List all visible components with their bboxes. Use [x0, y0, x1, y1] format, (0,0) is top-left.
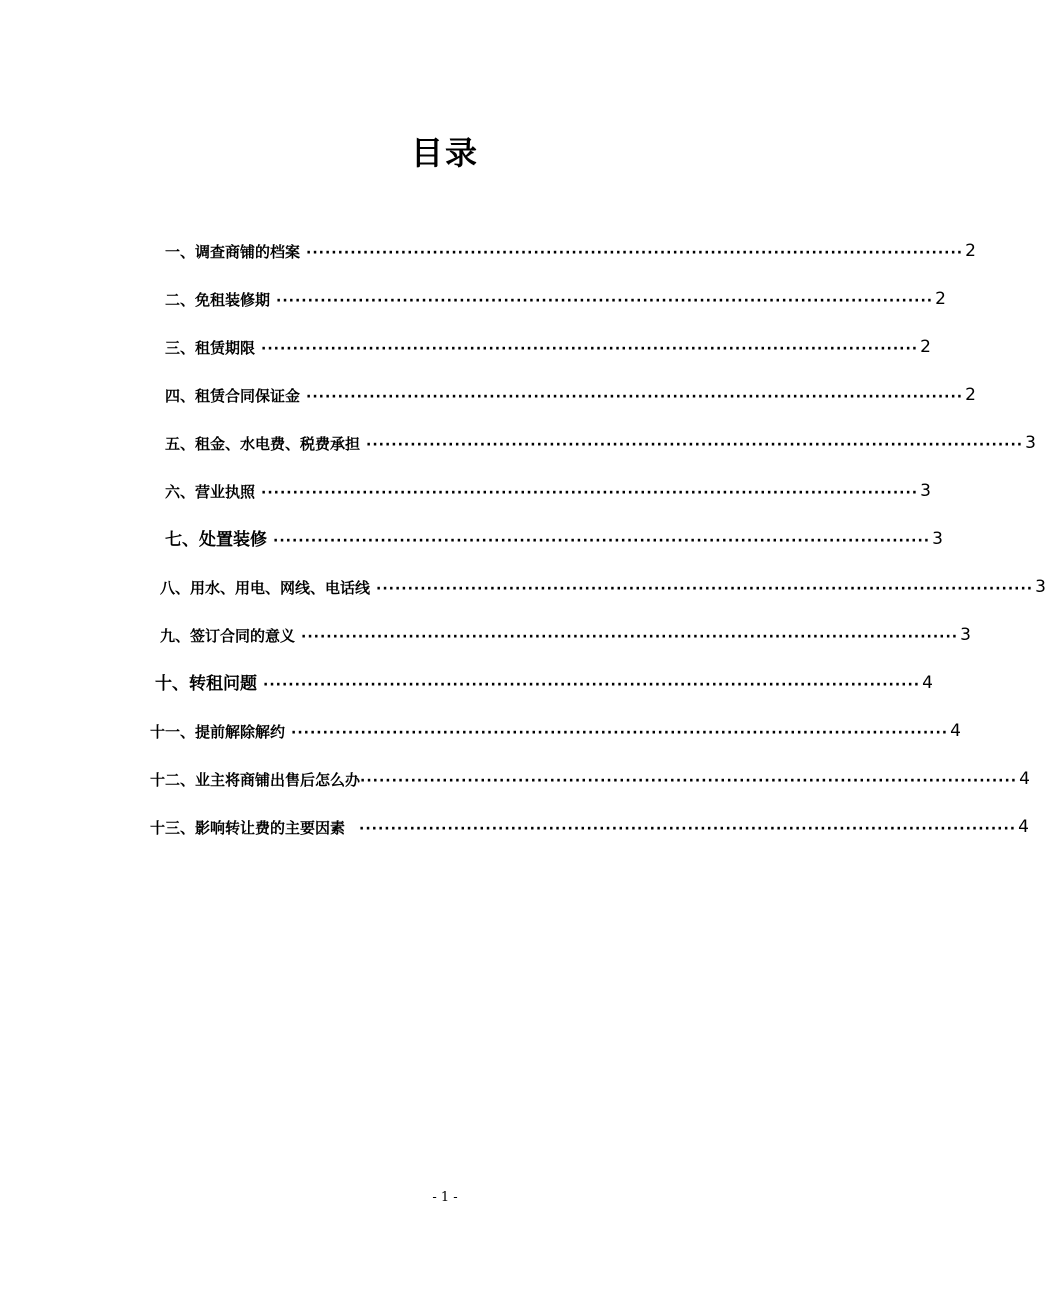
toc-entry-page: 4 [1018, 817, 1029, 837]
toc-entry-label: 二、免租装修期 [165, 291, 271, 309]
toc-entry[interactable] [160, 572, 1046, 598]
toc-leader-dots: ········································································································ [359, 821, 1017, 837]
toc-leader-dots: ········································································································ [366, 437, 1024, 453]
toc-entry-label: 六、营业执照 [165, 483, 256, 501]
toc-entry[interactable] [150, 764, 1030, 790]
toc-entry[interactable] [165, 332, 931, 358]
toc-entry[interactable] [165, 284, 946, 310]
toc-leader-dots: ········································································································ [376, 581, 1034, 597]
toc-entry-page: 2 [965, 385, 976, 405]
toc-entry-page: 3 [932, 529, 943, 549]
toc-entry[interactable] [150, 812, 1029, 838]
toc-leader-dots: ········································································································ [273, 533, 931, 549]
toc-leader-dots: ········································································································ [261, 485, 919, 501]
toc-entry[interactable] [165, 476, 931, 502]
toc-entry[interactable] [160, 620, 971, 646]
toc-entry-page: 3 [1035, 577, 1046, 597]
toc-entry[interactable] [165, 236, 976, 262]
toc-entry-page: 4 [950, 721, 961, 741]
toc-entry-label: 十三、影响转让费的主要因素 [150, 819, 346, 837]
toc-entry-label: 四、租赁合同保证金 [165, 387, 301, 405]
toc-leader-dots: ········································································································ [360, 773, 1018, 789]
toc-leader-dots: ········································································································ [301, 629, 959, 645]
toc-entry-label: 七、处置装修 [165, 530, 267, 550]
toc-entry-page: 3 [920, 481, 931, 501]
toc-entry[interactable] [165, 428, 1036, 454]
toc-entry-label: 十、转租问题 [155, 674, 257, 694]
toc-leader-dots: ········································································································ [306, 389, 964, 405]
toc-entry-page: 4 [922, 673, 933, 693]
toc-entry-label: 八、用水、用电、网线、电话线 [160, 579, 371, 597]
toc-entry-page: 3 [960, 625, 971, 645]
toc-leader-dots: ········································································································ [261, 341, 919, 357]
toc-entry[interactable] [165, 524, 943, 550]
toc-entry-page: 2 [965, 241, 976, 261]
toc-entry[interactable] [150, 716, 961, 742]
toc-entry-label: 一、调查商铺的档案 [165, 243, 301, 261]
toc-entry-label: 九、签订合同的意义 [160, 627, 296, 645]
toc-entry-page: 4 [1019, 769, 1030, 789]
toc-entry[interactable] [165, 380, 976, 406]
toc-entry-label: 十二、业主将商铺出售后怎么办 [150, 771, 361, 789]
toc-entry[interactable] [155, 668, 933, 694]
toc-entry-label: 三、租赁期限 [165, 339, 256, 357]
toc-entry-label: 五、租金、水电费、税费承担 [165, 435, 361, 453]
toc-leader-dots: ········································································································ [291, 725, 949, 741]
page-number-footer: - 1 - [432, 1190, 458, 1205]
toc-leader-dots: ········································································································ [306, 245, 964, 261]
toc-leader-dots: ········································································································ [263, 677, 921, 693]
toc-title: 目录 [410, 134, 479, 172]
toc-entry-page: 2 [935, 289, 946, 309]
toc-entry-page: 3 [1025, 433, 1036, 453]
toc-entry-label: 十一、提前解除解约 [150, 723, 286, 741]
toc-leader-dots: ········································································································ [276, 293, 934, 309]
toc-entry-page: 2 [920, 337, 931, 357]
